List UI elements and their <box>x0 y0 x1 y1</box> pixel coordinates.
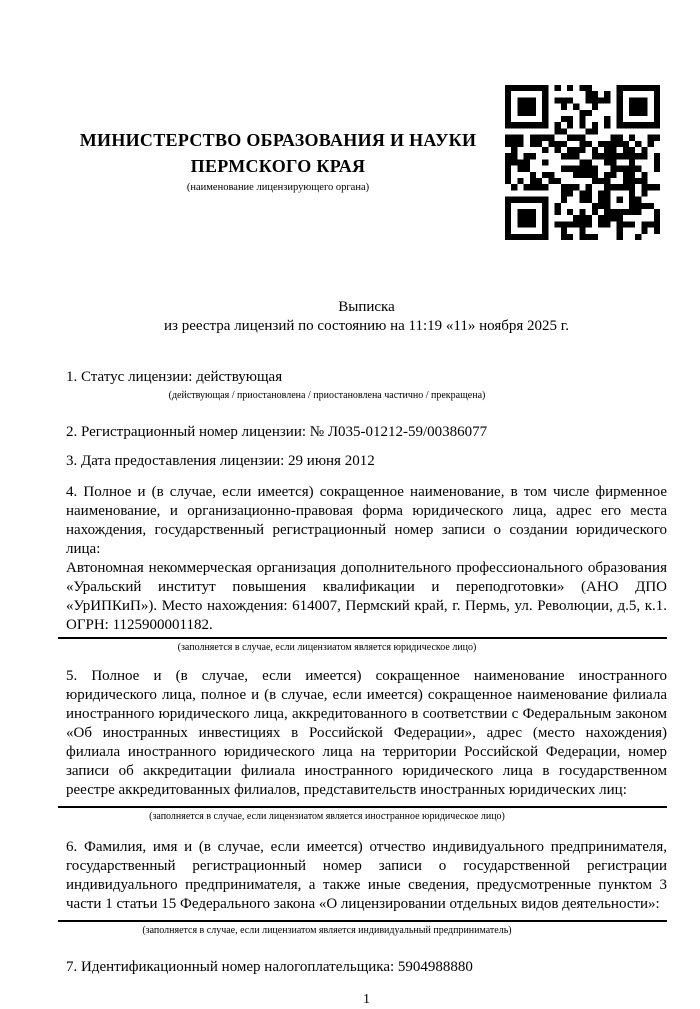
taxpayer-number-text: 7. Идентификационный номер налогоплательщика: 5904988880 <box>66 959 473 975</box>
qr-code-icon <box>505 85 660 240</box>
ministry-name-line2: ПЕРМСКОГО КРАЯ <box>190 156 366 176</box>
taxpayer-number-item <box>66 958 667 977</box>
extract-title-block <box>66 298 667 336</box>
license-grant-date-text: 3. Дата предоставления лицензии: 29 июня 2012 <box>66 453 375 469</box>
fill-in-line <box>58 806 667 808</box>
page-number: 1 <box>363 992 370 1007</box>
extract-subtitle: из реестра лицензий по состоянию на 11:19 «11» ноября 2025 г. <box>164 318 569 334</box>
foreign-entity-caption: (заполняется в случае, если лицензиатом является иностранное юридическое лицо) <box>149 811 505 822</box>
legal-entity-answer: Автономная некоммерческая организация дополнительного профессионального образования «Уральский институт повышения квалификации и переподготовки» (АНО ДПО «УрИПКиП»). Место нахождения: 614007, Пермский край, г. Пермь, ул. Революции, д.5, к.1. ОГРН: 1125900001182. <box>66 560 667 633</box>
foreign-entity-question: 5. Полное и (в случае, если имеется) сокращенное наименование иностранного юридического лица, полное и (в случае, если имеется) сокращенное наименование филиала иностранного юридического лица, аккредитованного в соответствии с Федеральным законом «Об иностранных инвестициях в Российской Федерации», адрес (место нахождения) филиала иностранного юридического лица на территории Российской Федерации, номер записи об аккредитации филиала иностранного юридического лица в государственном реестре аккредитованных филиалов, представительств иностранных юридических лиц: <box>66 668 667 798</box>
legal-entity-caption: (заполняется в случае, если лицензиатом является юридическое лицо) <box>177 642 477 653</box>
licensing-authority-caption: (наименование лицензирующего органа) <box>186 182 370 193</box>
license-grant-date-item <box>66 452 667 471</box>
entrepreneur-item <box>66 838 667 938</box>
licensing-authority <box>66 85 490 194</box>
entrepreneur-question: 6. Фамилия, имя и (в случае, если имеется) отчество индивидуального предпринимателя, государственный регистрационный номер записи о государственной регистрации индивидуального предпринимателя, а также иные сведения, предусмотренные пунктом 3 части 1 статьи 15 Федерального закона «О лицензировании отдельных видов деятельности»: <box>66 839 667 912</box>
license-status-item <box>66 368 667 403</box>
ministry-name-line1: МИНИСТЕРСТВО ОБРАЗОВАНИЯ И НАУКИ <box>79 130 477 150</box>
license-status-text: 1. Статус лицензии: действующая <box>66 369 283 385</box>
foreign-entity-item <box>66 667 667 824</box>
entrepreneur-caption: (заполняется в случае, если лицензиатом является индивидуальный предприниматель) <box>142 925 512 936</box>
license-number-item <box>66 423 667 442</box>
legal-entity-question: 4. Полное и (в случае, если имеется) сокращенное наименование, в том числе фирменное наименование, и организационно-правовая форма юридического лица, адрес его места нахождения, государственный регистрационный номер записи о создании юридического лица: <box>66 484 667 557</box>
fill-in-line <box>58 637 667 639</box>
status-options-caption: (действующая / приостановлена / приостановлена частично / прекращена) <box>168 390 486 401</box>
document-header <box>66 85 667 240</box>
extract-title: Выписка <box>338 299 395 315</box>
legal-entity-item <box>66 483 667 655</box>
fill-in-line <box>58 920 667 922</box>
license-number-text: 2. Регистрационный номер лицензии: № Л035-01212-59/00386077 <box>66 424 488 440</box>
